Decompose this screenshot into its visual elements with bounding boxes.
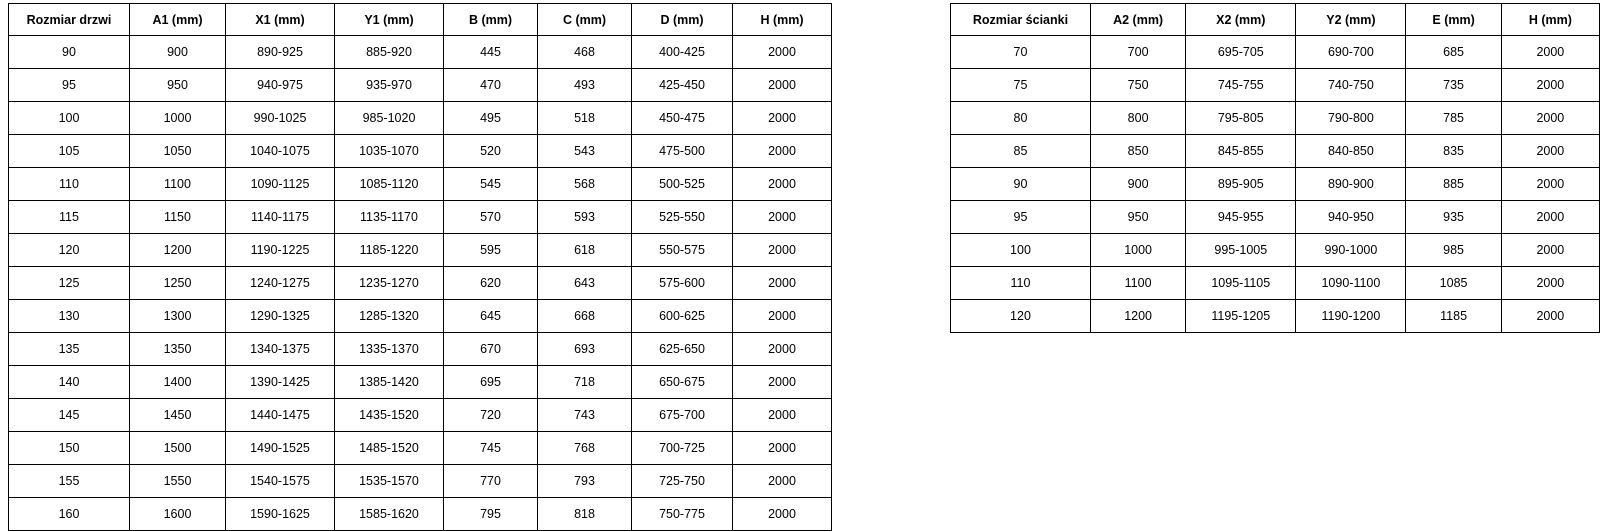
- table-cell: 1200: [130, 234, 226, 267]
- table-cell: 140: [9, 366, 130, 399]
- column-header: Y2 (mm): [1296, 4, 1406, 36]
- column-header: Rozmiar ścianki: [951, 4, 1091, 36]
- table-cell: 595: [444, 234, 538, 267]
- table-cell: 800: [1090, 102, 1185, 135]
- table-cell: 1590-1625: [226, 498, 335, 531]
- table-cell: 850: [1090, 135, 1185, 168]
- table-row: [9, 168, 832, 201]
- table-cell: 1050: [130, 135, 226, 168]
- table-cell: 1035-1070: [335, 135, 444, 168]
- walls-dimensions-table-container: [950, 3, 1600, 333]
- walls-table-body: [951, 36, 1600, 333]
- column-header: A2 (mm): [1090, 4, 1185, 36]
- table-cell: 995-1005: [1186, 234, 1296, 267]
- table-cell: 845-855: [1186, 135, 1296, 168]
- table-cell: 1150: [130, 201, 226, 234]
- table-cell: 95: [9, 69, 130, 102]
- table-cell: 1090-1125: [226, 168, 335, 201]
- table-cell: 2000: [733, 135, 832, 168]
- table-cell: 1140-1175: [226, 201, 335, 234]
- table-cell: 935: [1406, 201, 1501, 234]
- table-cell: 900: [130, 36, 226, 69]
- table-cell: 768: [538, 432, 632, 465]
- table-cell: 75: [951, 69, 1091, 102]
- table-cell: 950: [1090, 201, 1185, 234]
- table-cell: 2000: [733, 399, 832, 432]
- table-cell: 620: [444, 267, 538, 300]
- column-header: Rozmiar drzwi: [9, 4, 130, 36]
- table-cell: 1535-1570: [335, 465, 444, 498]
- table-cell: 840-850: [1296, 135, 1406, 168]
- table-cell: 70: [951, 36, 1091, 69]
- table-cell: 1185-1220: [335, 234, 444, 267]
- table-cell: 818: [538, 498, 632, 531]
- table-header-row: [9, 4, 832, 36]
- table-cell: 650-675: [632, 366, 733, 399]
- table-cell: 500-525: [632, 168, 733, 201]
- table-cell: 1400: [130, 366, 226, 399]
- table-cell: 750: [1090, 69, 1185, 102]
- table-cell: 2000: [1501, 201, 1599, 234]
- column-header: E (mm): [1406, 4, 1501, 36]
- table-cell: 890-900: [1296, 168, 1406, 201]
- table-cell: 1385-1420: [335, 366, 444, 399]
- table-row: [9, 69, 832, 102]
- table-cell: 740-750: [1296, 69, 1406, 102]
- table-cell: 1190-1200: [1296, 300, 1406, 333]
- table-row: [9, 36, 832, 69]
- table-cell: 105: [9, 135, 130, 168]
- table-cell: 1185: [1406, 300, 1501, 333]
- table-cell: 625-650: [632, 333, 733, 366]
- table-cell: 695: [444, 366, 538, 399]
- table-cell: 2000: [1501, 168, 1599, 201]
- table-cell: 135: [9, 333, 130, 366]
- table-cell: 1190-1225: [226, 234, 335, 267]
- table-cell: 743: [538, 399, 632, 432]
- table-cell: 1390-1425: [226, 366, 335, 399]
- table-cell: 95: [951, 201, 1091, 234]
- table-cell: 1250: [130, 267, 226, 300]
- table-cell: 110: [951, 267, 1091, 300]
- table-cell: 940-950: [1296, 201, 1406, 234]
- table-cell: 545: [444, 168, 538, 201]
- table-cell: 1195-1205: [1186, 300, 1296, 333]
- table-cell: 1085: [1406, 267, 1501, 300]
- table-cell: 2000: [1501, 267, 1599, 300]
- table-row: [951, 36, 1600, 69]
- table-cell: 940-975: [226, 69, 335, 102]
- table-cell: 1100: [1090, 267, 1185, 300]
- table-cell: 1485-1520: [335, 432, 444, 465]
- table-cell: 1040-1075: [226, 135, 335, 168]
- table-row: [9, 399, 832, 432]
- table-cell: 2000: [733, 498, 832, 531]
- table-cell: 795: [444, 498, 538, 531]
- column-header: A1 (mm): [130, 4, 226, 36]
- table-cell: 745-755: [1186, 69, 1296, 102]
- table-cell: 1135-1170: [335, 201, 444, 234]
- table-row: [951, 69, 1600, 102]
- table-row: [951, 234, 1600, 267]
- column-header: X2 (mm): [1186, 4, 1296, 36]
- table-cell: 618: [538, 234, 632, 267]
- table-cell: 1335-1370: [335, 333, 444, 366]
- table-cell: 2000: [733, 300, 832, 333]
- table-cell: 160: [9, 498, 130, 531]
- table-cell: 445: [444, 36, 538, 69]
- table-cell: 2000: [733, 366, 832, 399]
- table-cell: 1090-1100: [1296, 267, 1406, 300]
- table-cell: 518: [538, 102, 632, 135]
- table-cell: 985: [1406, 234, 1501, 267]
- table-cell: 785: [1406, 102, 1501, 135]
- column-header: B (mm): [444, 4, 538, 36]
- table-cell: 600-625: [632, 300, 733, 333]
- table-cell: 645: [444, 300, 538, 333]
- table-cell: 1435-1520: [335, 399, 444, 432]
- table-cell: 1350: [130, 333, 226, 366]
- table-cell: 1235-1270: [335, 267, 444, 300]
- table-cell: 750-775: [632, 498, 733, 531]
- table-cell: 895-905: [1186, 168, 1296, 201]
- table-cell: 468: [538, 36, 632, 69]
- table-cell: 470: [444, 69, 538, 102]
- table-cell: 475-500: [632, 135, 733, 168]
- table-cell: 1095-1105: [1186, 267, 1296, 300]
- table-cell: 793: [538, 465, 632, 498]
- table-cell: 1540-1575: [226, 465, 335, 498]
- table-cell: 770: [444, 465, 538, 498]
- table-cell: 945-955: [1186, 201, 1296, 234]
- table-cell: 1240-1275: [226, 267, 335, 300]
- doors-dimensions-table-container: [8, 3, 832, 531]
- doors-dimensions-table: [8, 3, 832, 531]
- table-row: [9, 267, 832, 300]
- walls-dimensions-table: [950, 3, 1600, 333]
- column-header: H (mm): [1501, 4, 1599, 36]
- table-cell: 120: [9, 234, 130, 267]
- table-cell: 2000: [733, 102, 832, 135]
- table-cell: 2000: [733, 69, 832, 102]
- table-cell: 2000: [733, 201, 832, 234]
- column-header: X1 (mm): [226, 4, 335, 36]
- table-cell: 1290-1325: [226, 300, 335, 333]
- table-row: [951, 300, 1600, 333]
- table-row: [951, 168, 1600, 201]
- table-cell: 155: [9, 465, 130, 498]
- table-row: [9, 102, 832, 135]
- table-cell: 125: [9, 267, 130, 300]
- table-cell: 890-925: [226, 36, 335, 69]
- table-cell: 990-1000: [1296, 234, 1406, 267]
- table-cell: 2000: [733, 333, 832, 366]
- table-cell: 2000: [1501, 135, 1599, 168]
- table-cell: 1450: [130, 399, 226, 432]
- table-cell: 2000: [733, 465, 832, 498]
- table-cell: 543: [538, 135, 632, 168]
- table-cell: 110: [9, 168, 130, 201]
- table-cell: 745: [444, 432, 538, 465]
- table-cell: 1490-1525: [226, 432, 335, 465]
- table-cell: 85: [951, 135, 1091, 168]
- table-cell: 695-705: [1186, 36, 1296, 69]
- table-cell: 985-1020: [335, 102, 444, 135]
- table-cell: 568: [538, 168, 632, 201]
- table-cell: 90: [951, 168, 1091, 201]
- table-cell: 2000: [733, 168, 832, 201]
- table-cell: 1440-1475: [226, 399, 335, 432]
- column-header: C (mm): [538, 4, 632, 36]
- table-cell: 1285-1320: [335, 300, 444, 333]
- column-header: H (mm): [733, 4, 832, 36]
- table-cell: 700: [1090, 36, 1185, 69]
- table-row: [9, 333, 832, 366]
- table-cell: 520: [444, 135, 538, 168]
- table-cell: 525-550: [632, 201, 733, 234]
- table-cell: 1600: [130, 498, 226, 531]
- table-cell: 795-805: [1186, 102, 1296, 135]
- table-cell: 2000: [1501, 300, 1599, 333]
- table-row: [9, 366, 832, 399]
- doors-table-body: [9, 36, 832, 531]
- table-cell: 150: [9, 432, 130, 465]
- table-row: [951, 135, 1600, 168]
- table-cell: 570: [444, 201, 538, 234]
- table-cell: 2000: [1501, 234, 1599, 267]
- column-header: D (mm): [632, 4, 733, 36]
- table-cell: 100: [951, 234, 1091, 267]
- table-cell: 720: [444, 399, 538, 432]
- table-cell: 643: [538, 267, 632, 300]
- table-cell: 120: [951, 300, 1091, 333]
- table-cell: 90: [9, 36, 130, 69]
- table-cell: 80: [951, 102, 1091, 135]
- table-cell: 575-600: [632, 267, 733, 300]
- table-cell: 990-1025: [226, 102, 335, 135]
- table-cell: 700-725: [632, 432, 733, 465]
- table-cell: 1300: [130, 300, 226, 333]
- table-cell: 885-920: [335, 36, 444, 69]
- walls-table-header: [951, 4, 1600, 36]
- table-row: [9, 300, 832, 333]
- table-cell: 685: [1406, 36, 1501, 69]
- table-row: [9, 498, 832, 531]
- table-cell: 495: [444, 102, 538, 135]
- table-row: [9, 135, 832, 168]
- table-cell: 1500: [130, 432, 226, 465]
- table-cell: 593: [538, 201, 632, 234]
- table-cell: 130: [9, 300, 130, 333]
- table-cell: 550-575: [632, 234, 733, 267]
- table-cell: 935-970: [335, 69, 444, 102]
- table-row: [9, 432, 832, 465]
- table-cell: 1550: [130, 465, 226, 498]
- table-cell: 725-750: [632, 465, 733, 498]
- doors-table-header: [9, 4, 832, 36]
- table-cell: 493: [538, 69, 632, 102]
- table-row: [9, 234, 832, 267]
- table-cell: 2000: [733, 267, 832, 300]
- table-cell: 1100: [130, 168, 226, 201]
- table-cell: 2000: [733, 234, 832, 267]
- table-cell: 950: [130, 69, 226, 102]
- table-cell: 668: [538, 300, 632, 333]
- table-cell: 2000: [1501, 102, 1599, 135]
- table-cell: 450-475: [632, 102, 733, 135]
- table-cell: 1000: [1090, 234, 1185, 267]
- table-cell: 1000: [130, 102, 226, 135]
- table-row: [9, 465, 832, 498]
- table-cell: 900: [1090, 168, 1185, 201]
- table-cell: 1085-1120: [335, 168, 444, 201]
- table-cell: 1340-1375: [226, 333, 335, 366]
- table-cell: 2000: [1501, 69, 1599, 102]
- table-cell: 2000: [1501, 36, 1599, 69]
- table-cell: 735: [1406, 69, 1501, 102]
- table-row: [9, 201, 832, 234]
- table-cell: 885: [1406, 168, 1501, 201]
- table-cell: 100: [9, 102, 130, 135]
- table-cell: 675-700: [632, 399, 733, 432]
- column-header: Y1 (mm): [335, 4, 444, 36]
- table-cell: 1585-1620: [335, 498, 444, 531]
- table-cell: 718: [538, 366, 632, 399]
- table-cell: 145: [9, 399, 130, 432]
- table-row: [951, 102, 1600, 135]
- table-cell: 690-700: [1296, 36, 1406, 69]
- table-cell: 115: [9, 201, 130, 234]
- table-cell: 2000: [733, 36, 832, 69]
- table-cell: 670: [444, 333, 538, 366]
- table-cell: 425-450: [632, 69, 733, 102]
- table-row: [951, 267, 1600, 300]
- table-cell: 835: [1406, 135, 1501, 168]
- table-cell: 1200: [1090, 300, 1185, 333]
- table-cell: 693: [538, 333, 632, 366]
- table-cell: 790-800: [1296, 102, 1406, 135]
- table-cell: 2000: [733, 432, 832, 465]
- table-cell: 400-425: [632, 36, 733, 69]
- table-row: [951, 201, 1600, 234]
- table-header-row: [951, 4, 1600, 36]
